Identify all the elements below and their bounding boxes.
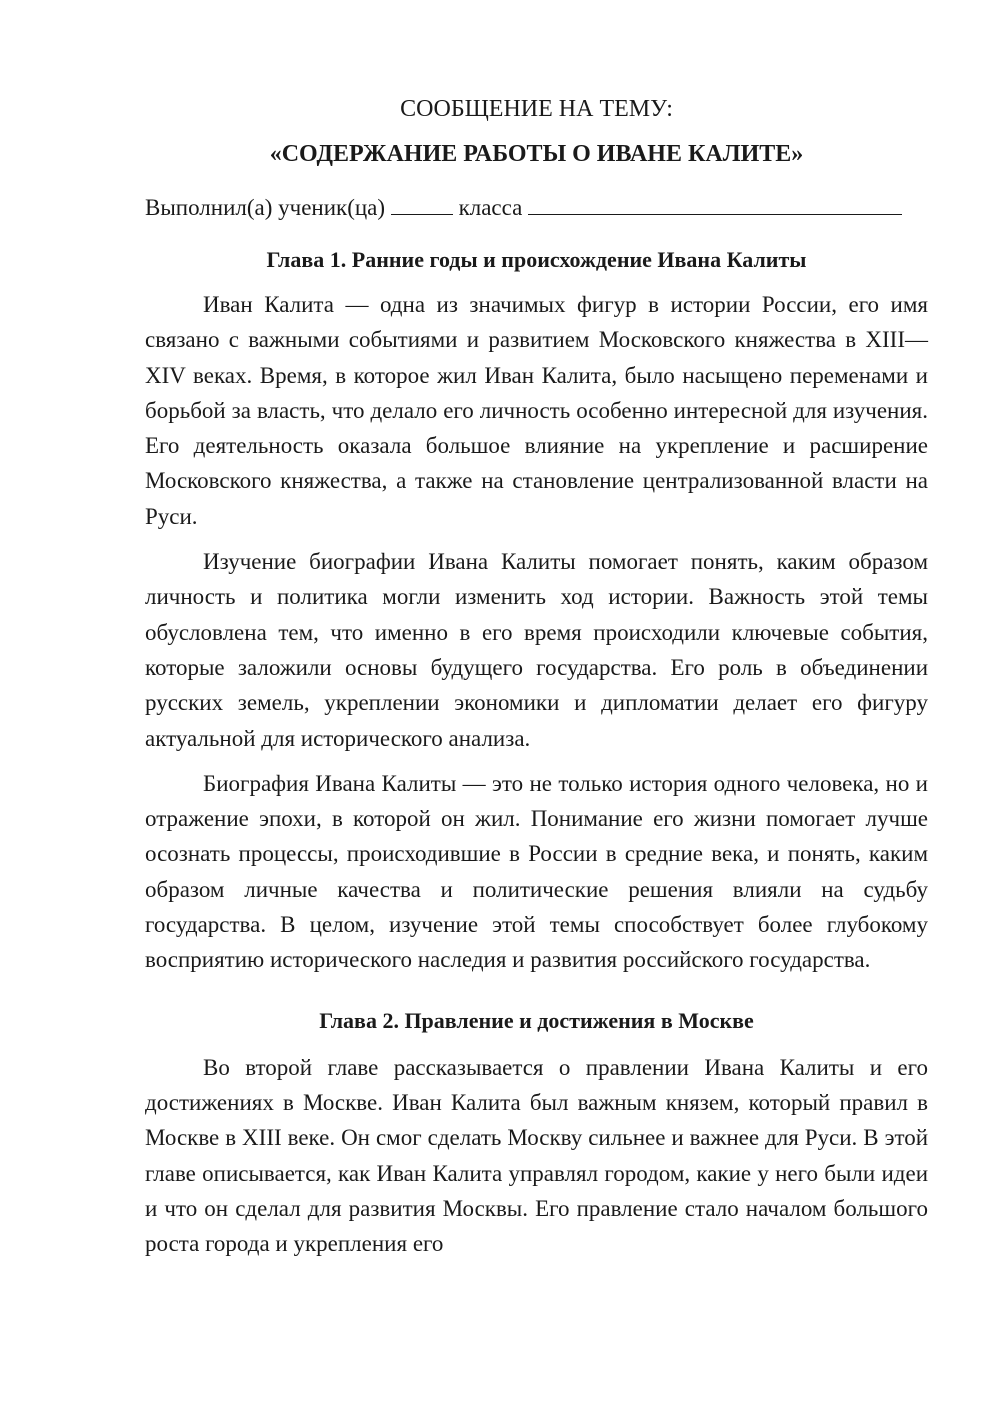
chapter-heading: Глава 1. Ранние годы и происхождение Ивана Калиты [266, 247, 807, 272]
class-label: класса [458, 195, 523, 220]
document-content [145, 92, 928, 1271]
paragraph: Биография Ивана Калиты — это не только история одного человека, но и отражение эпохи, в которой он жил. Понимание его жизни помогает лучше осознать процессы, происходившие в России в средние века, и понять, каким образом личные качества и политические решения влияли на судьбу государства. В целом, изучение этой темы способствует более глубокому восприятию исторического наследия и развития российского государства. [145, 770, 928, 973]
author-label: Выполнил(а) ученик(ца) [145, 195, 386, 220]
paragraph: Во второй главе рассказывается о правлении Ивана Калиты и его достижениях в Москве. Иван Калита был важным князем, который правил в Москве в XIII веке. Он смог сделать Москву сильнее и важнее для Руси. В этой главе описывается, как Иван Калита управлял городом, какие у него были идеи и что он сделал для развития Москвы. Его правление стало началом большого роста города и укрепления его [145, 1054, 928, 1257]
chapter-1 [145, 243, 928, 978]
paragraph: Иван Калита — одна из значимых фигур в истории России, его имя связано с важными событиями и развитием Московского княжества в XIII—XIV веках. Время, в которое жил Иван Калита, было насыщено переменами и борьбой за власть, что делало его личность особенно интересной для изучения. Его деятельность оказала большое влияние на укрепление и расширение Московского княжества, а также на становление централизованной власти на Руси. [145, 292, 928, 529]
document-title-top: СООБЩЕНИЕ НА ТЕМУ: [400, 96, 673, 122]
chapter-heading: Глава 2. Правление и достижения в Москве [319, 1007, 754, 1033]
document-title-main: «СОДЕРЖАНИЕ РАБОТЫ О ИВАНЕ КАЛИТЕ» [269, 141, 804, 167]
class-number-blank [391, 192, 453, 215]
student-name-blank [528, 192, 902, 215]
chapter-2 [145, 1004, 928, 1262]
paragraph: Изучение биографии Ивана Калиты помогает понять, каким образом личность и политика могли изменить ход истории. Важность этой темы обусловлена тем, что именно в его время происходили ключевые события, которые заложили основы будущего государства. Его роль в объединении русских земель, укреплении экономики и дипломатии делает его фигуру актуальной для исторического анализа. [145, 549, 928, 751]
author-line [145, 191, 928, 225]
